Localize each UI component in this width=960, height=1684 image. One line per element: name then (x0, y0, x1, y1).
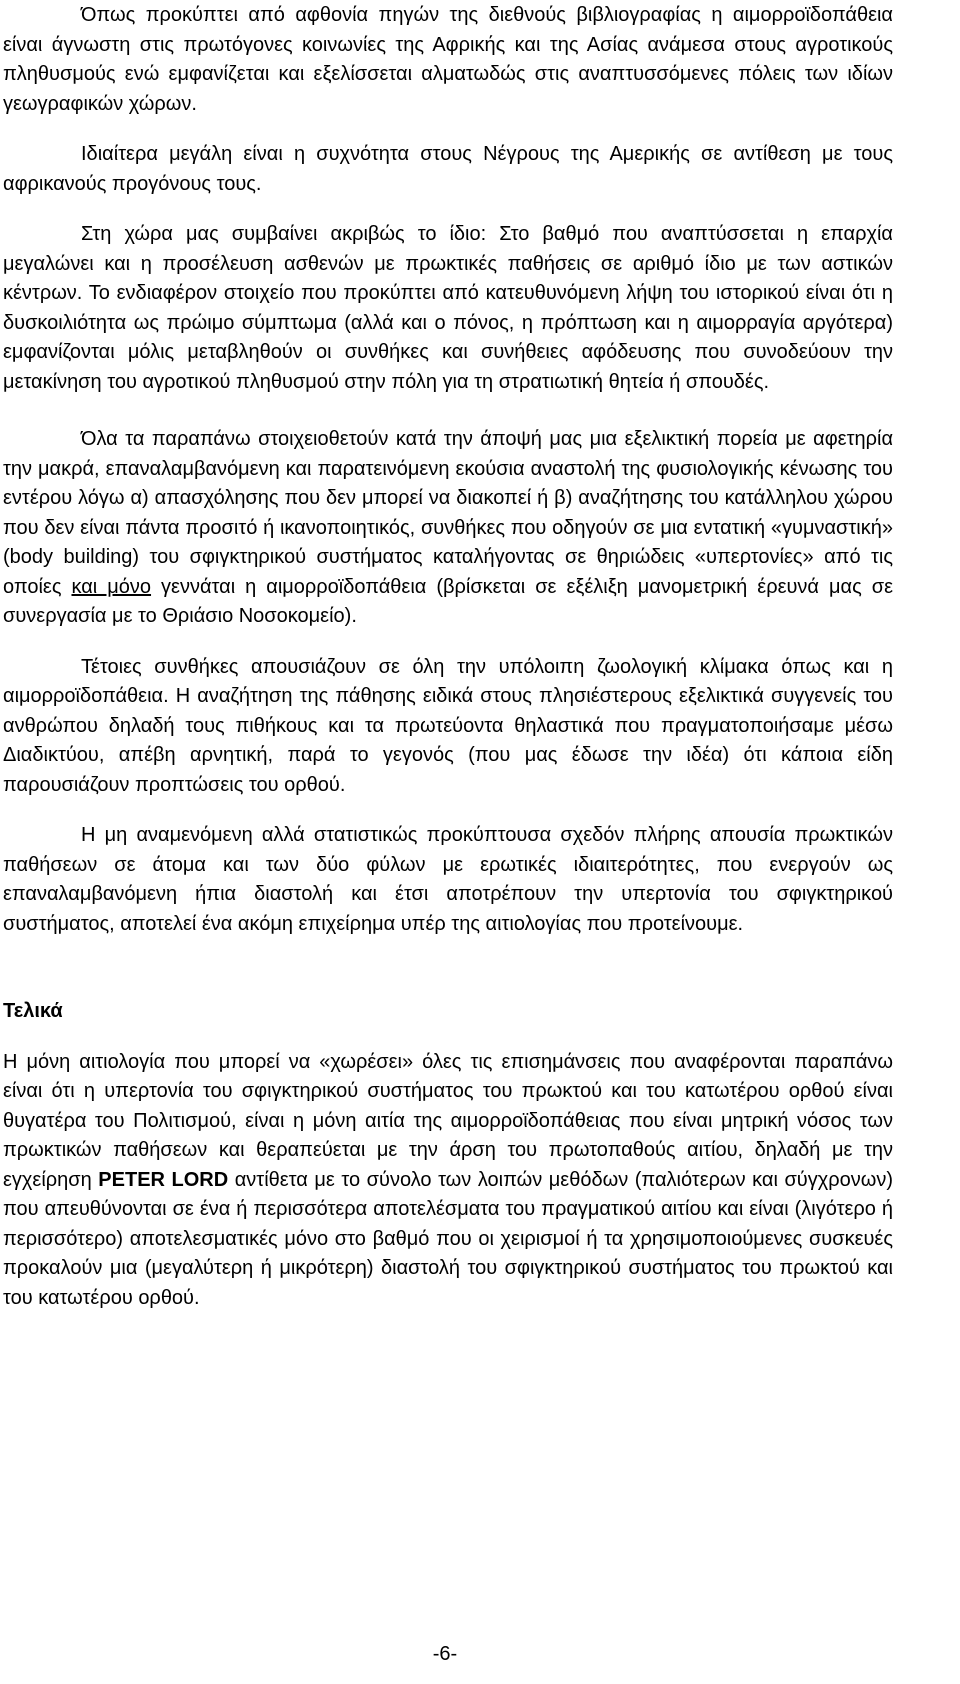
final-paragraph-text-a: Η μόνη αιτιολογία που μπορεί να «χωρέσει» όλες τις επισημάνσεις που αναφέρονται παραπάνω είναι ότι η υπερτονία του σφιγκτηρικού συστήματος του πρωκτού και του κατωτέρου ορθού είναι θυγατέρα του Πολιτισμού, είναι η μόνη αιτία της αιμορροϊδοπάθειας που είναι μητρική νόσος των πρωκτικών παθήσεων και θεραπεύεται με την άρση του πρωτοπαθούς αιτίου, δηλαδή με την εγχείρηση (3, 1050, 893, 1191)
paragraph-4 (3, 425, 893, 632)
paragraph-4-text-b: γεννάται η αιμορροϊδοπάθεια (βρίσκεται σε εξέλιξη μανομετρική έρευνά μας σε συνεργασία με το Θριάσιο Νοσοκομείο). (3, 575, 893, 627)
final-paragraph (3, 1048, 893, 1314)
paragraph-4-text-a: Όλα τα παραπάνω στοιχειοθετούν κατά την άποψή μας μια εξελικτική πορεία με αφετηρία την μακρά, επαναλαμβανόμενη και παρατεινόμενη εκούσια αναστολή της φυσιολογικής κένωσης του εντέρου λόγω α) απασχόλησης που δεν μπορεί να διακοπεί ή β) αναζήτησης του κατάλληλου χώρου που δεν είναι πάντα προσιτό ή ικανοποιητικός, συνθήκες που οδηγούν σε μια εντατική «γυμναστική» (body building) του σφιγκτηρικού συστήματος καταλήγοντας σε θηριώδεις «υπερτονίες» από τις οποίες (3, 428, 893, 598)
underlined-emphasis: και μόνο (71, 575, 152, 598)
paragraph-6: Η μη αναμενόμενη αλλά στατιστικώς προκύπτουσα σχεδόν πλήρης απουσία πρωκτικών παθήσεων σε άτομα και των δύο φύλων με ερωτικές ιδιαιτερότητες, που ενεργούν ως επαναλαμβανόμενη ήπια διαστολή και έτσι αποτρέπουν την υπερτονία του σφιγκτηρικού συστήματος, αποτελεί ένα ακόμη επιχείρημα υπέρ της αιτιολογίας που προτείνουμε. (3, 824, 893, 935)
procedure-name: PETER LORD (98, 1168, 229, 1191)
page-number: -6- (432, 1643, 458, 1665)
document-body (3, 1, 893, 1313)
paragraph-5: Τέτοιες συνθήκες απουσιάζουν σε όλη την υπόλοιπη ζωολογική κλίμακα όπως και η αιμορροϊδοπάθεια. Η αναζήτηση της πάθησης ειδικά στους πλησιέστερους εξελικτικά συγγενείς του ανθρώπου δηλαδή τους πιθήκους και τα πρωτεύοντα θηλαστικά που πραγματοποιήσαμε μέσω Διαδικτύου, απέβη αρνητική, παρά το γεγονός (που μας έδωσε την ιδέα) ότι κάποια είδη παρουσιάζουν προπτώσεις του ορθού. (3, 655, 893, 796)
paragraph-1: Όπως προκύπτει από αφθονία πηγών της διεθνούς βιβλιογραφίας η αιμορροϊδοπάθεια είναι άγνωστη στις πρωτόγονες κοινωνίες της Αφρικής και της Ασίας ανάμεσα στους αγροτικούς πληθυσμούς ενώ εμφανίζεται και εξελίσσεται αλματωδώς στις αναπτυσσόμενες πόλεις των ιδίων γεωγραφικών χώρων. (3, 4, 893, 115)
paragraph-2: Ιδιαίτερα μεγάλη είναι η συχνότητα στους Νέγρους της Αμερικής σε αντίθεση με τους αφρικανούς προγόνους τους. (3, 143, 893, 195)
paragraph-3: Στη χώρα μας συμβαίνει ακριβώς το ίδιο: Στο βαθμό που αναπτύσσεται η επαρχία μεγαλώνει και η προσέλευση ασθενών με πρωκτικές παθήσεις σε αριθμό ίδιο με των αστικών κέντρων. Το ενδιαφέρον στοιχείο που προκύπτει από κατευθυνόμενη λήψη του ιστορικού είναι ότι η δυσκοιλιότητα ως πρώιμο σύμπτωμα (αλλά και ο πόνος, η πρόπτωση και η αιμορραγία αργότερα) εμφανίζονται μόλις μεταβληθούν οι συνθήκες και συνήθειες αφόδευσης που συνοδεύουν την μετακίνηση του αγροτικού πληθυσμού στην πόλη για τη στρατιωτική θητεία ή σπουδές. (3, 223, 893, 393)
section-heading: Τελικά (3, 1000, 63, 1022)
final-paragraph-text-b: αντίθετα με το σύνολο των λοιπών μεθόδων (παλιότερων και σύγχρονων) που απευθύνονται σε ένα ή περισσότερα αποτελέσματα του πραγματικού αιτίου και είναι (λιγότερο ή περισσότερο) αποτελεσματικές μόνο στο βαθμό που οι χειρισμοί ή τα χρησιμοποιούμενες συσκευές προκαλούν μια (μεγαλύτερη ή μικρότερη) διαστολή του σφιγκτηρικού συστήματος του πρωκτού και του κατωτέρου ορθού. (3, 1168, 894, 1309)
